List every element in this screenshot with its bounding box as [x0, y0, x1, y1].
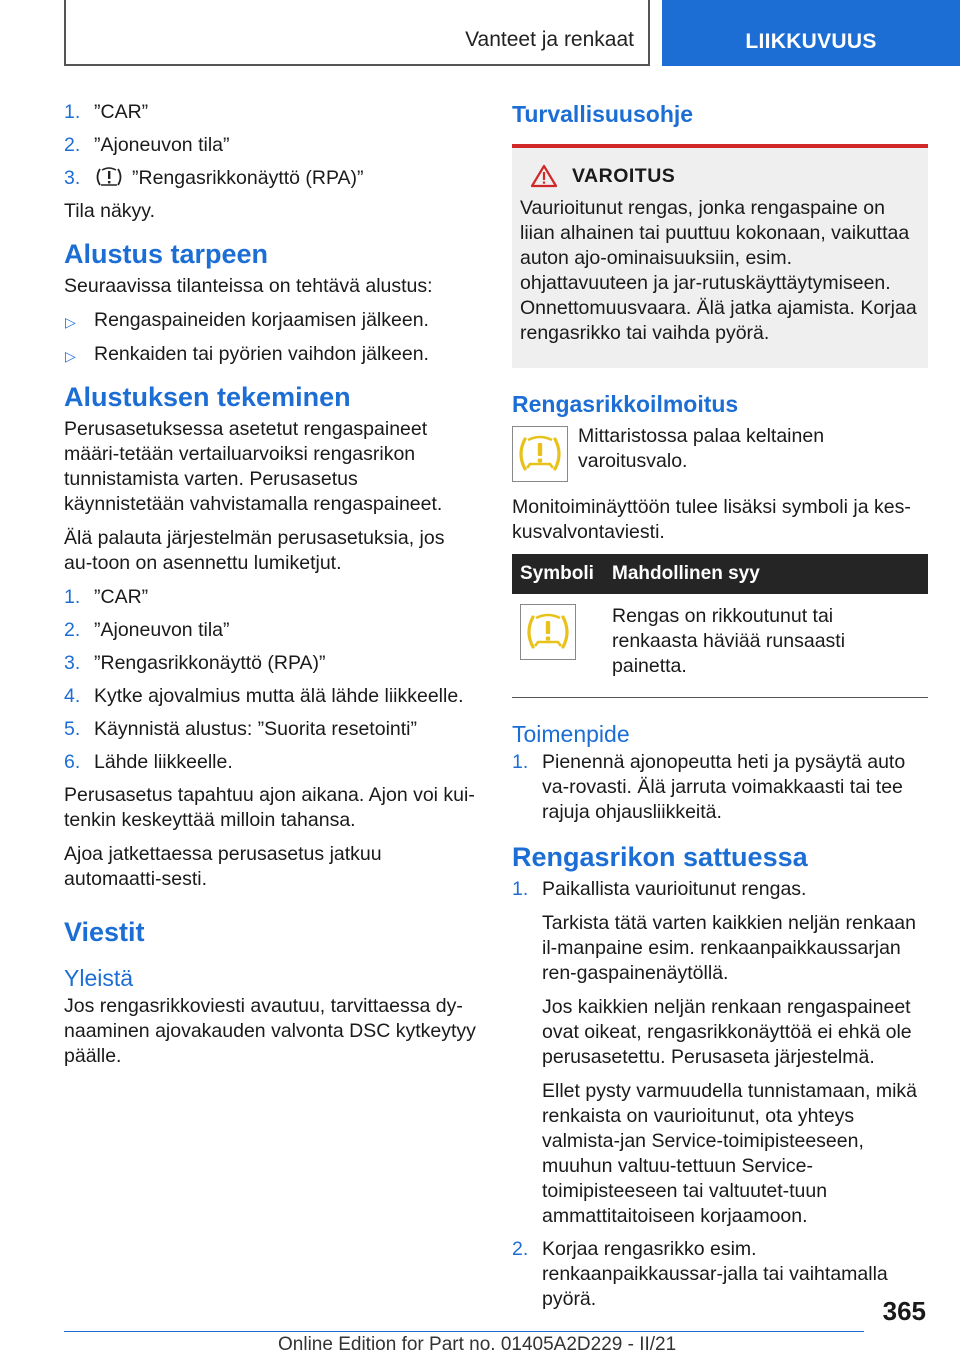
warning-title: VAROITUS — [572, 164, 676, 187]
action-steps — [512, 750, 928, 825]
header-section-box — [64, 0, 650, 66]
page-number: 365 — [882, 1296, 926, 1326]
triangle-bullet-icon: ▷ — [65, 348, 76, 364]
status-text: Tila näkyy. — [64, 200, 156, 222]
heading-perform-init: Alustuksen tekeminen — [64, 382, 351, 412]
list-item: 1. ”CAR” — [64, 101, 149, 123]
perform-steps — [64, 585, 478, 775]
warning-box — [512, 144, 928, 368]
heading-init-needed: Alustus tarpeen — [64, 239, 269, 269]
left-column — [64, 100, 478, 1078]
list-item: 2. Korjaa rengasrikko esim. renkaanpaikkaussar-jalla tai vaihtamalla pyörä. — [512, 1238, 888, 1310]
warning-triangle-icon — [530, 164, 558, 188]
footer-divider — [64, 1331, 864, 1332]
perform-paragraph-1: Perusasetuksessa asetetut rengaspaineet määri-tetään vertailuarvoiksi rengasrikon tunnistamista varten. Perusasetus käynnistetään vahvistamalla rengaspaineet. — [64, 418, 443, 515]
list-item: 3. ”Rengasrikkonäyttö (RPA)” — [64, 652, 326, 674]
tire-pressure-warning-icon — [516, 434, 564, 474]
list-item: 2. ”Ajoneuvon tila” — [64, 619, 230, 641]
warning-text: Vaurioitunut rengas, jonka rengaspaine on liian alhainen tai puuttuu kokonaan, vaikuttaa auton ajo-ominaisuuksiin, esim. ohjattavuuteen ja jar-rutuskäyttäytymiseen. Onnettomuusvaara. Älä jatka ajamista. Korjaa rengasrikko tai vaihda pyörä. — [520, 197, 917, 344]
init-intro: Seuraavissa tilanteissa on tehtävä alustus: — [64, 275, 433, 297]
list-item: 2. ”Ajoneuvon tila” — [64, 134, 230, 156]
flat-step1-sub3: Ellet pysty varmuudella tunnistamaan, mikä renkaista on vaurioitunut, ota yhteys valmista-jan Service-toimipisteeseen, muuhun valtuu-tettuun Service-toimipisteeseen tai valtuutet-tuun ammattitaitoiseen korjaamoon. — [542, 1080, 918, 1227]
table-cell-cause: Rengas on rikkoutunut tai renkaasta häviää runsaasti painetta. — [604, 594, 928, 698]
symbol-table — [512, 554, 928, 698]
table-header-symbol: Symboli — [512, 554, 604, 594]
table-row — [512, 594, 928, 698]
list-item: 1. Pienennä ajonopeutta heti ja pysäytä auto va-rovasti. Älä jarruta voimakkaasti tai tee rajuja ohjausliikkeitä. — [512, 751, 906, 823]
heading-flat-notice: Rengasrikkoilmoitus — [512, 391, 739, 417]
heading-safety: Turvallisuusohje — [512, 101, 694, 127]
list-item: 6. Lähde liikkeelle. — [64, 751, 233, 773]
indicator-text: Mittaristossa palaa keltainen varoitusvalo. — [578, 425, 825, 472]
table-header-row — [512, 554, 928, 594]
perform-paragraph-3: Perusasetus tapahtuu ajon aikana. Ajon voi kui-tenkin keskeyttää milloin tahansa. — [64, 784, 475, 831]
list-item: 1. ”CAR” — [64, 586, 149, 608]
symbol-box — [520, 604, 576, 660]
heading-actions: Toimenpide — [512, 721, 630, 747]
page-header — [0, 0, 960, 66]
general-paragraph: Jos rengasrikkoviesti avautuu, tarvittaessa dy-naaminen ajovakauden valvonta DSC kytkeytyy päälle. — [64, 995, 476, 1067]
list-item: 5. Käynnistä alustus: ”Suorita resetointi” — [64, 718, 417, 740]
indicator-row — [512, 424, 928, 483]
table-cell-symbol — [512, 594, 604, 698]
perform-paragraph-4: Ajoa jatkettaessa perusasetus jatkuu automaatti-sesti. — [64, 843, 382, 890]
heading-general: Yleistä — [64, 965, 134, 991]
triangle-bullet-icon: ▷ — [65, 314, 76, 330]
list-item: ▷ Rengaspaineiden korjaamisen jälkeen. — [64, 308, 478, 333]
list-item: 3. ”Rengasrikkonäyttö (RPA)” — [64, 167, 364, 189]
heading-messages: Viestit — [64, 917, 145, 947]
right-column — [512, 100, 928, 1320]
init-bullets — [64, 308, 478, 367]
heading-flat-tire: Rengasrikon sattuessa — [512, 842, 808, 872]
table-header-cause: Mahdollinen syy — [604, 554, 928, 594]
tire-pressure-warning-icon — [94, 166, 124, 188]
warning-header — [520, 164, 920, 188]
list-item: ▷ Renkaiden tai pyörien vaihdon jälkeen. — [64, 342, 478, 367]
flat-steps — [512, 877, 928, 1312]
list-item: 1. Paikallista vaurioitunut rengas. Tarkista tätä varten kaikkien neljän renkaan il-manpaine esim. renkaanpaikkaussarjan ren-gaspainenäytöllä. Jos kaikkien neljän renkaan rengaspaineet ovat oikeat, rengasrikkonäyttöä ei ehkä ole perusasetettu. Perusaseta järjestelmä. Ellet pysty varmuudella tunnistamaan, mikä renkaista on vaurioitunut, ota yhteys valmista-jan Service-toimipisteeseen, muuhun valtuu-tettuun Service-toimipisteeseen tai valtuutet-tuun ammattitaitoiseen korjaamoon. — [512, 877, 928, 1229]
footer-edition: Online Edition for Part no. 01405A2D229 - II/21 — [278, 1334, 677, 1355]
indicator-box — [512, 426, 568, 482]
flat-step1-sub1: Tarkista tätä varten kaikkien neljän renkaan il-manpaine esim. renkaanpaikkaussarjan ren-gaspainenäytöllä. — [542, 912, 916, 984]
list-item: 4. Kytke ajovalmius mutta älä lähde liikkeelle. — [64, 685, 464, 707]
flat-step1-sub2: Jos kaikkien neljän renkaan rengaspaineet ovat oikeat, rengasrikkonäyttöä ei ehkä ole perusasetettu. Perusaseta järjestelmä. — [542, 996, 912, 1068]
intro-steps — [64, 100, 478, 191]
perform-paragraph-2: Älä palauta järjestelmän perusasetuksia, jos au-toon on asennettu lumiketjut. — [64, 527, 445, 574]
notice-paragraph: Monitoiminäyttöön tulee lisäksi symboli ja kes-kusvalvontaviesti. — [512, 496, 911, 543]
tire-pressure-warning-icon — [524, 612, 572, 652]
header-section-title: Vanteet ja renkaat — [465, 28, 634, 51]
header-chapter-tab: LIIKKUVUUS — [662, 0, 960, 66]
